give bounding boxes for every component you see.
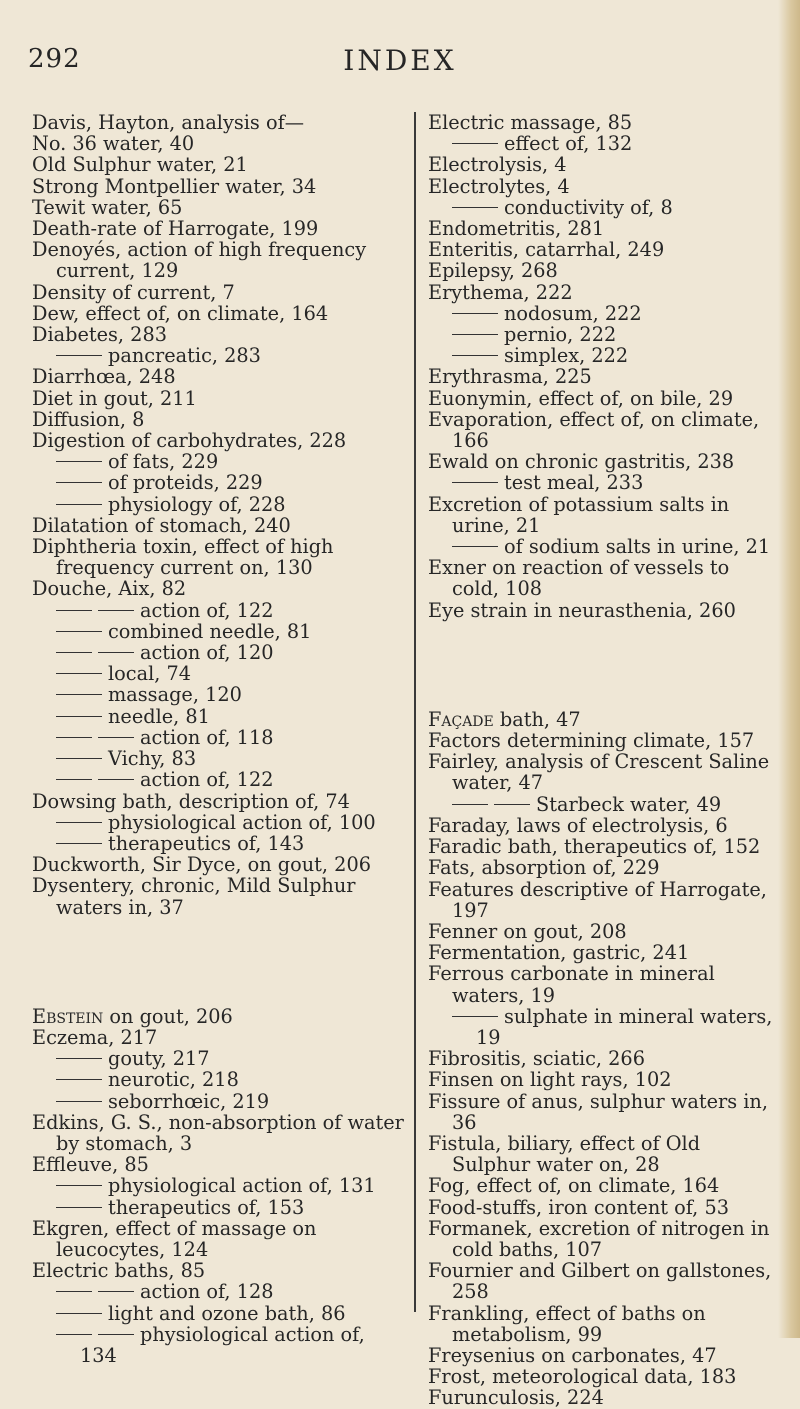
index-entry (32, 1260, 404, 1281)
index-entry-text: Death-rate of Harrogate, 199 (32, 217, 319, 241)
index-entry-text: action of, 122 (140, 598, 274, 622)
index-entry (428, 303, 780, 324)
index-entry-text: Frankling, effect of baths on metabolism, 99 (428, 1301, 706, 1346)
index-entry-text: Eye strain in neurasthenia, 260 (428, 598, 736, 622)
repeat-dash (56, 355, 102, 356)
index-entry (32, 684, 404, 705)
repeat-dash (98, 1291, 134, 1292)
repeat-dash (98, 652, 134, 653)
index-entry-text: Fermentation, gastric, 241 (428, 941, 690, 965)
index-entry (428, 133, 780, 154)
repeat-dash (56, 1313, 102, 1314)
repeat-dash (452, 313, 498, 314)
index-entry-text: Formanek, excretion of nitrogen in cold baths, 107 (428, 1216, 770, 1261)
index-entry-text: Façade bath, 47 (428, 707, 581, 731)
index-entry-text: Digestion of carbohydrates, 228 (32, 429, 347, 453)
page-title: INDEX (343, 44, 457, 77)
index-entry-text: Douche, Aix, 82 (32, 577, 187, 601)
index-entry-text: Diabetes, 283 (32, 323, 167, 347)
index-entry (428, 154, 780, 175)
index-entry-text: of fats, 229 (108, 450, 219, 474)
index-entry-text: Furunculosis, 224 (428, 1386, 604, 1409)
index-entry (428, 600, 780, 621)
index-entry-text: Dowsing bath, description of, 74 (32, 789, 350, 813)
index-entry (428, 709, 780, 730)
index-entry (32, 706, 404, 727)
index-entry-text: Effleuve, 85 (32, 1153, 149, 1177)
index-entry-text: therapeutics of, 153 (108, 1195, 305, 1219)
index-entry-text: Electric massage, 85 (428, 111, 633, 134)
index-entry-text: therapeutics of, 143 (108, 831, 305, 855)
index-entry (32, 239, 404, 281)
index-entry (428, 557, 780, 599)
index-entry-text: Erythema, 222 (428, 280, 573, 304)
index-entry (428, 1091, 780, 1133)
index-entry-text: Freysenius on carbonates, 47 (428, 1343, 717, 1367)
index-entry-text: Finsen on light rays, 102 (428, 1068, 672, 1092)
index-entry (428, 836, 780, 857)
index-entry-text: Fistula, biliary, effect of Old Sulphur water on, 28 (428, 1131, 701, 1177)
index-entry (428, 282, 780, 303)
index-entry-text: Dilatation of stomach, 240 (32, 513, 291, 537)
index-entry (428, 1366, 780, 1387)
index-entry (32, 1197, 404, 1218)
index-entry (32, 854, 404, 875)
index-entry (32, 748, 404, 769)
index-entry-text: Electrolytes, 4 (428, 174, 570, 198)
index-entry-text: Endometritis, 281 (428, 217, 605, 241)
index-entry (32, 1112, 404, 1154)
index-entry (428, 857, 780, 878)
index-entry-text: action of, 128 (140, 1280, 274, 1304)
repeat-dash (452, 1016, 498, 1017)
index-entry-text: Ebstein on gout, 206 (32, 1004, 233, 1028)
index-entry (428, 345, 780, 366)
index-entry (32, 791, 404, 812)
repeat-dash (98, 1334, 134, 1335)
index-entry-text: Old Sulphur water, 21 (32, 153, 248, 177)
repeat-dash (98, 779, 134, 780)
index-entry (428, 260, 780, 281)
index-entry-text: Davis, Hayton, analysis of— (32, 111, 304, 134)
index-entry (428, 112, 780, 133)
repeat-dash (56, 482, 102, 483)
index-entry (32, 494, 404, 515)
index-entry (32, 176, 404, 197)
index-entry (428, 388, 780, 409)
e-entries-left (32, 1006, 404, 1366)
repeat-dash (452, 804, 488, 805)
index-entry (32, 1281, 404, 1302)
right-column (428, 112, 780, 1409)
index-entry-text: Erythrasma, 225 (428, 365, 592, 389)
repeat-dash (452, 482, 498, 483)
index-entry-text: Fournier and Gilbert on gallstones, 258 (428, 1259, 772, 1304)
repeat-dash (56, 1101, 102, 1102)
index-entry (428, 942, 780, 963)
index-entry (428, 1260, 780, 1302)
index-entry-text: action of, 120 (140, 641, 274, 665)
index-entry-text: Ferrous carbonate in mineral waters, 19 (428, 962, 715, 1007)
index-entry-text: Fissure of anus, sulphur waters in, 36 (428, 1089, 768, 1134)
index-entry-text: Eczema, 217 (32, 1025, 158, 1049)
index-entry-text: Vichy, 83 (108, 747, 197, 771)
index-entry-text: Fibrositis, sciatic, 266 (428, 1047, 645, 1071)
index-entry-text: massage, 120 (108, 683, 242, 707)
index-entry (32, 1303, 404, 1324)
index-entry (32, 727, 404, 748)
index-entry (32, 388, 404, 409)
index-entry-text: seborrhœic, 219 (108, 1089, 270, 1113)
index-entry (32, 1175, 404, 1196)
index-entry (428, 794, 780, 815)
index-entry-text: nodosum, 222 (504, 301, 642, 325)
repeat-dash (56, 504, 102, 505)
index-entry-text: physiological action of, 131 (108, 1174, 376, 1198)
index-entry (32, 663, 404, 684)
index-entry-text: No. 36 water, 40 (32, 132, 195, 156)
index-entry-text: Ewald on chronic gastritis, 238 (428, 450, 735, 474)
index-entry (32, 197, 404, 218)
index-entry-text: Food-stuffs, iron content of, 53 (428, 1195, 729, 1219)
repeat-dash (452, 334, 498, 335)
section-gap (428, 621, 780, 709)
index-entry-text: Denoyés, action of high frequency current, 129 (32, 238, 367, 283)
index-entry-text: Diet in gout, 211 (32, 386, 197, 410)
d-entries (32, 112, 404, 918)
index-entry-text: Fairley, analysis of Crescent Saline water, 47 (428, 750, 770, 795)
index-entry-text: combined needle, 81 (108, 619, 312, 643)
repeat-dash (56, 631, 102, 632)
repeat-dash (56, 673, 102, 674)
index-entry (32, 1048, 404, 1069)
index-entry-text: Epilepsy, 268 (428, 259, 558, 283)
index-entry-text: action of, 122 (140, 768, 274, 792)
page-header (0, 44, 800, 84)
index-entry-text: Fog, effect of, on climate, 164 (428, 1174, 720, 1198)
index-entry-text: Evaporation, effect of, on climate, 166 (428, 407, 760, 453)
index-entry (32, 875, 404, 917)
index-entry (32, 1006, 404, 1027)
index-entry (428, 1069, 780, 1090)
repeat-dash (452, 546, 498, 547)
index-entry (428, 366, 780, 387)
repeat-dash (56, 779, 92, 780)
repeat-dash (56, 652, 92, 653)
index-entry (428, 1175, 780, 1196)
index-entry-text: physiological action of, 134 (80, 1322, 365, 1367)
index-entry (32, 1069, 404, 1090)
index-entry (428, 472, 780, 493)
repeat-dash (452, 207, 498, 208)
repeat-dash (56, 716, 102, 717)
index-entry (32, 409, 404, 430)
repeat-dash (56, 461, 102, 462)
f-entries (428, 709, 780, 1409)
index-entry-text: action of, 118 (140, 725, 274, 749)
repeat-dash (56, 822, 102, 823)
index-entry (32, 303, 404, 324)
index-entry-text: Duckworth, Sir Dyce, on gout, 206 (32, 853, 371, 877)
index-entry-text: Features descriptive of Harrogate, 197 (428, 877, 767, 922)
index-entry (428, 751, 780, 793)
repeat-dash (56, 1079, 102, 1080)
index-entry (428, 921, 780, 942)
index-entry (428, 963, 780, 1005)
repeat-dash (56, 1291, 92, 1292)
index-entry-text: Ekgren, effect of massage on leucocytes, 124 (32, 1216, 317, 1261)
index-entry-text: Faraday, laws of electrolysis, 6 (428, 813, 728, 837)
index-entry-text: Frost, meteorological data, 183 (428, 1365, 737, 1389)
index-entry-text: Edkins, G. S., non-absorption of water by stomach, 3 (32, 1110, 404, 1155)
index-entry-text: Electric baths, 85 (32, 1259, 206, 1283)
index-entry-text: Euonymin, effect of, on bile, 29 (428, 386, 734, 410)
index-entry (428, 1048, 780, 1069)
index-entry (32, 1324, 404, 1366)
index-entry (428, 409, 780, 451)
index-entry (32, 833, 404, 854)
index-entry-text: simplex, 222 (504, 344, 629, 368)
e-entries-right (428, 112, 780, 621)
repeat-dash (98, 610, 134, 611)
repeat-dash (56, 1207, 102, 1208)
index-entry (428, 1218, 780, 1260)
index-entry (32, 324, 404, 345)
index-entry-text: Starbeck water, 49 (536, 792, 722, 816)
index-entry (428, 1387, 780, 1408)
index-entry (32, 218, 404, 239)
index-entry (428, 451, 780, 472)
index-entry-text: sulphate in mineral waters, 19 (476, 1004, 773, 1049)
index-entry-text: Enteritis, catarrhal, 249 (428, 238, 665, 262)
index-entry (428, 239, 780, 260)
index-entry (428, 1197, 780, 1218)
left-column (32, 112, 404, 1366)
repeat-dash (56, 1334, 92, 1335)
index-entry (32, 536, 404, 578)
index-entry-text: Factors determining climate, 157 (428, 729, 755, 753)
index-entry-text: needle, 81 (108, 704, 210, 728)
index-entry-text: Dew, effect of, on climate, 164 (32, 301, 329, 325)
index-entry-text: Fats, absorption of, 229 (428, 856, 660, 880)
index-entry (428, 1303, 780, 1345)
repeat-dash (56, 694, 102, 695)
index-entry (32, 769, 404, 790)
index-entry (32, 451, 404, 472)
index-entry (32, 812, 404, 833)
index-entry-text: Dysentery, chronic, Mild Sulphur waters in, 37 (32, 874, 356, 919)
index-entry-text: Faradic bath, therapeutics of, 152 (428, 835, 761, 859)
index-entry-text: effect of, 132 (504, 132, 633, 156)
repeat-dash (494, 804, 530, 805)
index-entry-text: pancreatic, 283 (108, 344, 261, 368)
index-entry (32, 600, 404, 621)
index-entry (428, 1133, 780, 1175)
index-entry (428, 324, 780, 345)
repeat-dash (56, 758, 102, 759)
index-entry (32, 112, 404, 133)
index-entry-text: test meal, 233 (504, 471, 644, 495)
index-entry-text: pernio, 222 (504, 323, 617, 347)
index-entry-text: Strong Montpellier water, 34 (32, 174, 317, 198)
page-edge (778, 0, 800, 1338)
repeat-dash (56, 737, 92, 738)
index-entry-text: Excretion of potassium salts in urine, 21 (428, 492, 730, 537)
repeat-dash (56, 1058, 102, 1059)
index-entry (428, 536, 780, 557)
index-entry-text: light and ozone bath, 86 (108, 1301, 346, 1325)
index-entry (32, 345, 404, 366)
index-entry (428, 494, 780, 536)
index-entry-text: gouty, 217 (108, 1047, 210, 1071)
index-entry-text: physiology of, 228 (108, 492, 286, 516)
index-entry-text: physiological action of, 100 (108, 810, 376, 834)
index-entry-text: Electrolysis, 4 (428, 153, 567, 177)
index-entry (32, 430, 404, 451)
page-number: 292 (28, 44, 81, 74)
index-entry-text: conductivity of, 8 (504, 195, 673, 219)
index-entry (32, 515, 404, 536)
index-entry (32, 366, 404, 387)
repeat-dash (56, 843, 102, 844)
index-entry (32, 282, 404, 303)
section-gap (32, 918, 404, 1006)
index-entry (428, 815, 780, 836)
index-entry (32, 1091, 404, 1112)
repeat-dash (56, 610, 92, 611)
repeat-dash (56, 1185, 102, 1186)
index-entry-text: Density of current, 7 (32, 280, 235, 304)
index-entry (32, 472, 404, 493)
index-entry (32, 578, 404, 599)
index-entry (32, 1218, 404, 1260)
column-divider (414, 112, 416, 1312)
index-entry (428, 218, 780, 239)
repeat-dash (452, 355, 498, 356)
repeat-dash (98, 737, 134, 738)
index-entry-text: neurotic, 218 (108, 1068, 239, 1092)
index-entry-text: Diphtheria toxin, effect of high frequency current on, 130 (32, 535, 334, 580)
index-entry-text: Diarrhœa, 248 (32, 365, 176, 389)
index-entry-text: of proteids, 229 (108, 471, 263, 495)
index-entry (428, 730, 780, 751)
index-entry-text: local, 74 (108, 662, 192, 686)
index-entry (32, 154, 404, 175)
index-entry (32, 133, 404, 154)
index-entry-text: Tewit water, 65 (32, 195, 183, 219)
index-entry (32, 621, 404, 642)
index-entry (428, 1006, 780, 1048)
index-entry-text: Fenner on gout, 208 (428, 919, 627, 943)
index-entry (428, 176, 780, 197)
index-entry (32, 1027, 404, 1048)
index-entry-text: Diffusion, 8 (32, 407, 145, 431)
repeat-dash (452, 143, 498, 144)
index-entry (428, 197, 780, 218)
index-entry (428, 1345, 780, 1366)
index-entry (428, 879, 780, 921)
index-entry-text: of sodium salts in urine, 21 (504, 535, 771, 559)
index-entry (32, 642, 404, 663)
index-entry-text: Exner on reaction of vessels to cold, 108 (428, 556, 730, 601)
index-entry (32, 1154, 404, 1175)
